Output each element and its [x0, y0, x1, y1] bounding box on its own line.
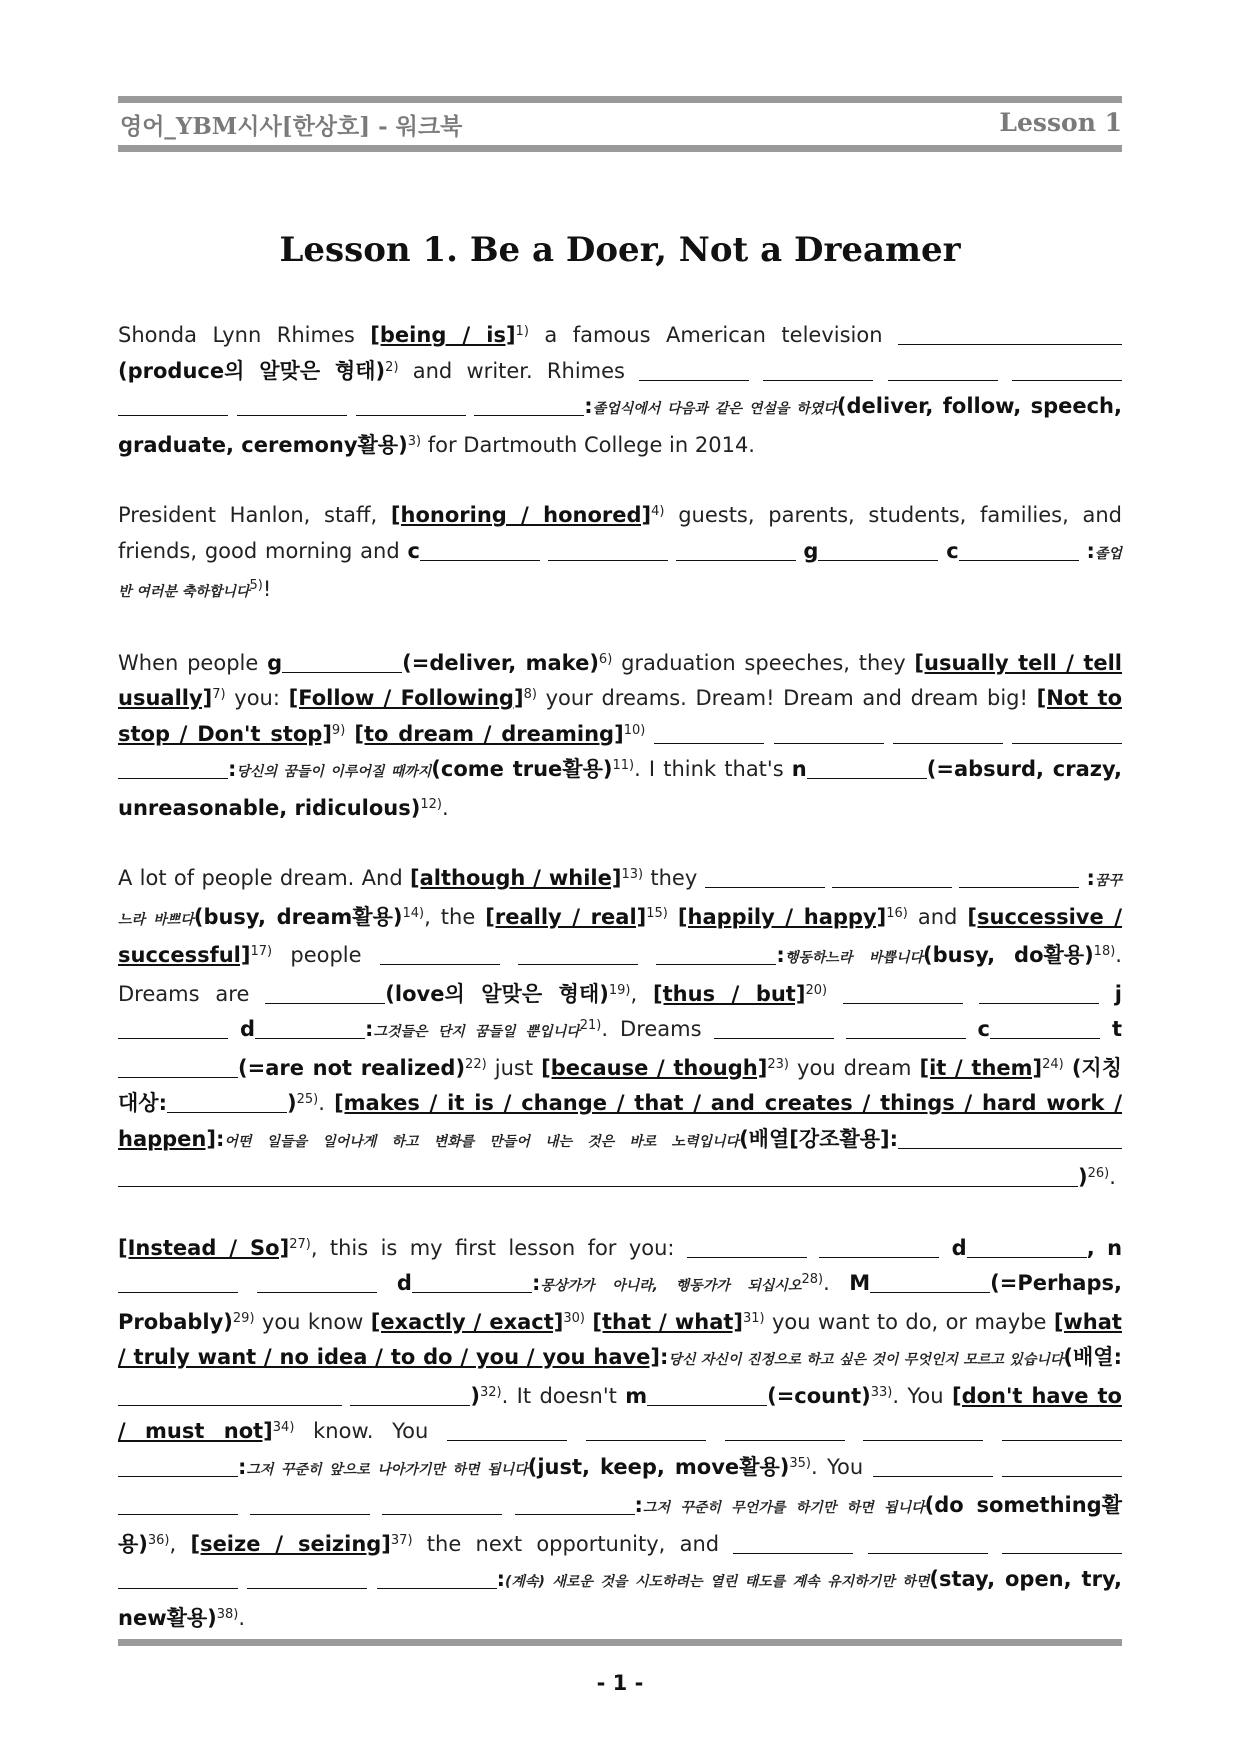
question-number: 34) [272, 1420, 295, 1435]
passage-text: just [486, 1055, 542, 1080]
passage-text: know. You [294, 1419, 448, 1443]
fill-in-blank[interactable] [898, 1126, 1122, 1149]
question-number: 26) [1087, 1166, 1110, 1181]
choice-4: [honoring / honored] [390, 503, 652, 527]
passage-text: (지칭대상: [118, 1055, 1122, 1115]
question-number: 5) [249, 578, 263, 593]
passage-text: : [496, 1567, 505, 1591]
choice-bracket: [Instead / So] [118, 1235, 290, 1260]
passage-text: (=are not realized) [238, 1055, 466, 1080]
passage-text: (do something활용) [118, 1493, 1123, 1556]
passage-text: c [407, 538, 420, 563]
passage-text: (=absurd, crazy, unreasonable, ridiculous) [118, 757, 1122, 820]
question-number: 11) [612, 758, 635, 773]
question-number: 16) [886, 905, 908, 921]
fill-in-blank[interactable] [548, 538, 668, 561]
question-number: 4) [651, 504, 665, 519]
choice-bracket: [successive / successful] [118, 904, 1123, 967]
fill-in-blank[interactable] [705, 865, 825, 888]
fill-in-blank[interactable] [979, 981, 1099, 1004]
passage-text: A lot of people dream. And [118, 866, 410, 890]
korean-hint: 그것들은 단지 꿈들일 뿐입니다 [373, 1024, 580, 1040]
lesson-title: Lesson 1. Be a Doer, Not a Dreamer [279, 230, 961, 270]
fill-in-blank[interactable] [843, 981, 963, 1004]
fill-in-blank[interactable] [807, 756, 927, 779]
fill-in-blank[interactable] [819, 1235, 939, 1258]
fill-in-blank[interactable] [725, 1418, 845, 1441]
passage-text: : [365, 1017, 374, 1041]
korean-hint: 어떤 일들을 일어나게 하고 변화를 만들어 내는 것은 바로 노력입니다 [224, 1133, 740, 1150]
fill-in-blank[interactable] [250, 1492, 370, 1515]
passage-text: a famous American television [528, 323, 898, 347]
question-number: 14) [402, 905, 425, 921]
header-rule-bottom [118, 145, 1122, 152]
question-number: 18) [1093, 944, 1116, 959]
question-number: 25) [296, 1092, 319, 1107]
fill-in-blank[interactable] [447, 1418, 567, 1441]
passage-text: ) [286, 1091, 297, 1115]
passage-text: . Dreams are [118, 943, 1122, 1006]
question-number: 15) [646, 905, 668, 921]
passage-text: . [318, 1091, 335, 1115]
fill-in-blank[interactable] [257, 1270, 377, 1293]
fill-in-blank[interactable] [959, 538, 1079, 561]
passage-text: (love의 알맞은 형태) [385, 981, 609, 1006]
question-number: 10) [623, 722, 646, 738]
choice-bracket: [although / while] [409, 866, 622, 890]
korean-hint: 당신 자신이 진정으로 하고 싶은 것이 무엇인지 모르고 있습니다 [668, 1352, 1064, 1368]
fill-in-blank[interactable] [118, 1492, 238, 1515]
fill-in-blank[interactable] [356, 393, 466, 416]
passage-text: : [776, 943, 785, 967]
question-number: 6) [598, 651, 613, 667]
passage-text: : [238, 1454, 247, 1479]
passage-text: guests, parents, students, families, and friends, good morning and [118, 503, 1122, 563]
passage-text: graduation speeches, they [612, 650, 915, 675]
fill-in-blank[interactable] [118, 756, 228, 779]
choice-bracket: [because / though] [541, 1055, 768, 1080]
choice-bracket: [usually tell / tell usually] [118, 650, 1122, 710]
korean-hint: 그저 꾸준히 앞으로 나아가기만 하면 됩니다 [246, 1461, 528, 1478]
passage-text: (busy, dream활용) [193, 904, 403, 929]
choice-bracket: [makes / it is / change / that / and creates / things / hard work / happen] [118, 1091, 1122, 1151]
question-number: 20) [805, 982, 828, 998]
passage-text: you: [225, 686, 289, 710]
fill-in-blank[interactable] [515, 1492, 635, 1515]
fill-in-blank[interactable] [118, 1270, 238, 1293]
question-number: 9) [331, 722, 346, 738]
fill-in-blank[interactable] [518, 942, 638, 965]
question-number: 23) [767, 1056, 789, 1072]
passage-text: ! [262, 577, 272, 601]
choice-bracket: [seize / seizing] [190, 1531, 391, 1556]
passage-text: . [441, 795, 449, 820]
question-number: 17) [250, 944, 273, 959]
choice-bracket: [to dream / dreaming] [354, 721, 624, 746]
passage-text: : [584, 394, 593, 418]
question-number: 30) [563, 1310, 585, 1326]
fill-in-blank[interactable] [733, 1531, 853, 1554]
choice-bracket: [Not to stop / Don't stop] [118, 686, 1123, 746]
passage-text: (just, keep, move활용) [527, 1454, 790, 1479]
passage-text: you want to do, or maybe [764, 1309, 1054, 1334]
passage-text: : [660, 1345, 669, 1369]
passage-text: , [630, 981, 654, 1006]
question-number: 36) [147, 1532, 170, 1548]
passage-text: (=deliver, make) [402, 650, 599, 675]
fill-in-blank[interactable] [586, 1418, 706, 1441]
fill-in-blank[interactable] [420, 538, 540, 561]
passage-text: you know [254, 1309, 371, 1334]
fill-in-blank[interactable] [118, 1566, 238, 1589]
passage-text: t [1111, 1017, 1122, 1041]
fill-in-blank[interactable] [382, 1492, 502, 1515]
passage-text: they [643, 866, 705, 890]
choice-1: [being / is] [370, 323, 516, 347]
passage-text: : [1086, 538, 1095, 563]
question-number: 13) [621, 867, 644, 882]
passage-text: your dreams. Dream! Dream and dream big! [536, 686, 1037, 710]
passage-text: . [1109, 1165, 1116, 1189]
passage [118, 318, 1122, 1671]
passage-text: , this is my first lesson for you: [310, 1235, 687, 1260]
passage-text: President Hanlon, staff, [118, 503, 391, 527]
fill-in-blank[interactable] [873, 1454, 993, 1477]
passage-text: (=count) [767, 1383, 871, 1408]
fill-in-blank[interactable] [350, 1383, 470, 1406]
choice-bracket: [what / truly want / no idea / to do / you / you have] [118, 1309, 1122, 1369]
fill-in-blank[interactable] [990, 1016, 1100, 1039]
fill-in-blank[interactable] [647, 1383, 767, 1406]
passage-text: c [946, 538, 959, 563]
fill-in-blank[interactable] [265, 981, 385, 1004]
choice-bracket: [don't have to / must not] [118, 1383, 1122, 1443]
fill-in-blank[interactable] [118, 1055, 238, 1078]
question-number: 1) [515, 324, 529, 339]
passage-text: and [907, 904, 968, 929]
passage-text: : [634, 1493, 643, 1517]
korean-hint: 당신의 꿈들이 이루어질 때까지 [236, 764, 432, 780]
passage-text: . [238, 1605, 246, 1630]
fill-in-blank[interactable] [832, 865, 952, 888]
page-number: - 1 - [596, 1671, 644, 1695]
fill-in-blank[interactable] [118, 393, 228, 416]
passage-text: you dream [788, 1055, 920, 1080]
header-rule-top [118, 96, 1122, 103]
question-number: 21) [579, 1018, 602, 1033]
paragraph-1 [118, 318, 1122, 463]
fill-in-blank[interactable] [118, 1454, 238, 1477]
passage-text: (produce의 알맞은 형태) [118, 358, 386, 383]
question-number: 29) [232, 1310, 255, 1326]
passage-text: When people [118, 650, 268, 675]
passage-text: , the [424, 904, 486, 929]
fill-in-blank[interactable] [1012, 721, 1122, 744]
passage-text: n [1107, 1235, 1123, 1260]
passage-text: the next opportunity, and [412, 1531, 734, 1556]
passage-text: d [239, 1017, 256, 1041]
fill-in-blank[interactable] [676, 538, 796, 561]
paragraph-2 [118, 498, 1122, 611]
question-number: 2) [385, 359, 399, 375]
paragraph-3 [118, 646, 1122, 827]
question-number: 12) [420, 796, 442, 812]
fill-in-blank[interactable] [118, 1164, 1078, 1187]
fill-in-blank[interactable] [237, 393, 347, 416]
passage-text: . You [892, 1383, 952, 1408]
question-number: 19) [608, 982, 631, 998]
fill-in-blank[interactable] [118, 1383, 342, 1406]
korean-hint: 졸업반 여러분 축하합니다 [118, 545, 1122, 600]
fill-in-blank[interactable] [687, 1235, 807, 1258]
fill-in-blank[interactable] [818, 538, 938, 561]
passage-text: g [267, 650, 283, 675]
passage-text: (배열[강조활용]: [739, 1126, 898, 1151]
fill-in-blank[interactable] [959, 865, 1079, 888]
fill-in-blank[interactable] [654, 721, 764, 744]
fill-in-blank[interactable] [967, 1235, 1087, 1258]
question-number: 35) [789, 1455, 811, 1471]
fill-in-blank[interactable] [412, 1270, 532, 1293]
choice-bracket: [that / what] [592, 1309, 744, 1334]
question-number: 22) [465, 1056, 487, 1072]
choice-bracket: [exactly / exact] [370, 1309, 564, 1334]
passage-text: : [215, 1126, 225, 1151]
passage-text: . [823, 1271, 850, 1295]
passage-text: : [228, 757, 237, 781]
choice-bracket: [it / them] [919, 1055, 1043, 1080]
korean-hint: (계속) 새로운 것을 시도하려는 열린 태도를 계속 유지하기만 하면 [505, 1574, 930, 1590]
fill-in-blank[interactable] [255, 1016, 365, 1039]
passage-text: Shonda Lynn Rhimes [118, 323, 371, 347]
passage-text: j [1114, 981, 1122, 1006]
choice-bracket: [happily / happy] [677, 904, 887, 929]
question-number: 37) [390, 1532, 413, 1548]
passage-text: . Dreams [601, 1017, 714, 1041]
fill-in-blank[interactable] [474, 393, 584, 416]
fill-in-blank[interactable] [774, 721, 884, 744]
fill-in-blank[interactable] [118, 1016, 228, 1039]
passage-text: g [803, 538, 819, 563]
passage-text: M [849, 1271, 871, 1295]
passage-text: : [1086, 866, 1095, 890]
fill-in-blank[interactable] [380, 942, 500, 965]
korean-hint: 꿈꾸느라 바쁘다 [118, 873, 1122, 928]
footer-rule [118, 1639, 1122, 1646]
fill-in-blank[interactable] [1002, 1531, 1122, 1554]
fill-in-blank[interactable] [1002, 1454, 1122, 1477]
question-number: 7) [212, 687, 226, 702]
passage-text: (come true활용) [431, 757, 613, 781]
fill-in-blank[interactable] [167, 1090, 287, 1113]
question-number: 24) [1042, 1056, 1064, 1072]
fill-in-blank[interactable] [763, 358, 873, 381]
fill-in-blank[interactable] [1002, 1418, 1122, 1441]
passage-text: , [169, 1531, 191, 1556]
paragraph-4 [118, 861, 1122, 1196]
passage-text: d [396, 1271, 412, 1295]
fill-in-blank[interactable] [893, 721, 1003, 744]
passage-text: c [977, 1017, 990, 1041]
fill-in-blank[interactable] [846, 1016, 966, 1039]
choice-bracket: [thus / but] [653, 981, 806, 1006]
passage-text: : [531, 1271, 541, 1295]
passage-text: (deliver, follow, speech, graduate, ceremony활용) [118, 394, 1122, 457]
question-number: 28) [801, 1272, 824, 1287]
passage-text: people [272, 943, 380, 967]
question-number: 33) [870, 1384, 893, 1400]
passage-text: d [951, 1235, 967, 1260]
passage-text: (busy, do활용) [923, 943, 1094, 967]
question-number: 31) [743, 1310, 765, 1326]
fill-in-blank[interactable] [888, 358, 998, 381]
passage-text: and writer. Rhimes [398, 358, 640, 383]
korean-hint: 행동하느라 바쁩니다 [784, 950, 924, 966]
fill-in-blank[interactable] [868, 1531, 988, 1554]
fill-in-blank[interactable] [656, 942, 776, 965]
fill-in-blank[interactable] [247, 1566, 367, 1589]
passage-text: ) [1078, 1165, 1088, 1189]
question-number: 3) [407, 433, 422, 449]
passage-text: , [1086, 1235, 1095, 1260]
passage-text: . You [810, 1454, 873, 1479]
passage-text: ) [470, 1383, 480, 1408]
passage-text: (배열: [1063, 1345, 1122, 1369]
passage-text: . I think that's [634, 757, 792, 781]
fill-in-blank[interactable] [1012, 358, 1122, 381]
blank[interactable] [898, 322, 1122, 345]
korean-hint: 졸업식에서 다음과 같은 연설을 하였다 [592, 401, 837, 417]
fill-in-blank[interactable] [870, 1270, 990, 1293]
paragraph-5 [118, 1231, 1122, 1637]
question-number: 32) [480, 1384, 502, 1400]
question-number: 8) [523, 687, 537, 702]
choice-bracket: [Follow / Following] [288, 686, 524, 710]
passage-text: (stay, open, try, new활용) [118, 1567, 1122, 1630]
question-number: 27) [289, 1236, 311, 1252]
passage-text: n [791, 757, 807, 781]
question-number: 38) [216, 1606, 239, 1622]
passage-text: for Dartmouth College in 2014. [421, 432, 755, 457]
fill-in-blank[interactable] [639, 358, 749, 381]
header-left: 영어_YBM시사[한상호] - 워크북 [120, 113, 463, 140]
fill-in-blank[interactable] [377, 1566, 497, 1589]
passage-text: . It doesn't [501, 1383, 626, 1408]
fill-in-blank[interactable] [714, 1016, 834, 1039]
passage-text: (=Perhaps, Probably) [118, 1271, 1122, 1334]
fill-in-blank[interactable] [863, 1418, 983, 1441]
header-right: Lesson 1 [999, 108, 1122, 137]
korean-hint: 그저 꾸준히 무언가를 하기만 하면 됩니다 [642, 1500, 925, 1516]
korean-hint: 몽상가가 아니라, 행동가가 되십시오 [540, 1278, 802, 1294]
choice-bracket: [really / real] [485, 904, 647, 929]
fill-in-blank[interactable] [282, 650, 402, 673]
passage-text: m [625, 1383, 648, 1408]
